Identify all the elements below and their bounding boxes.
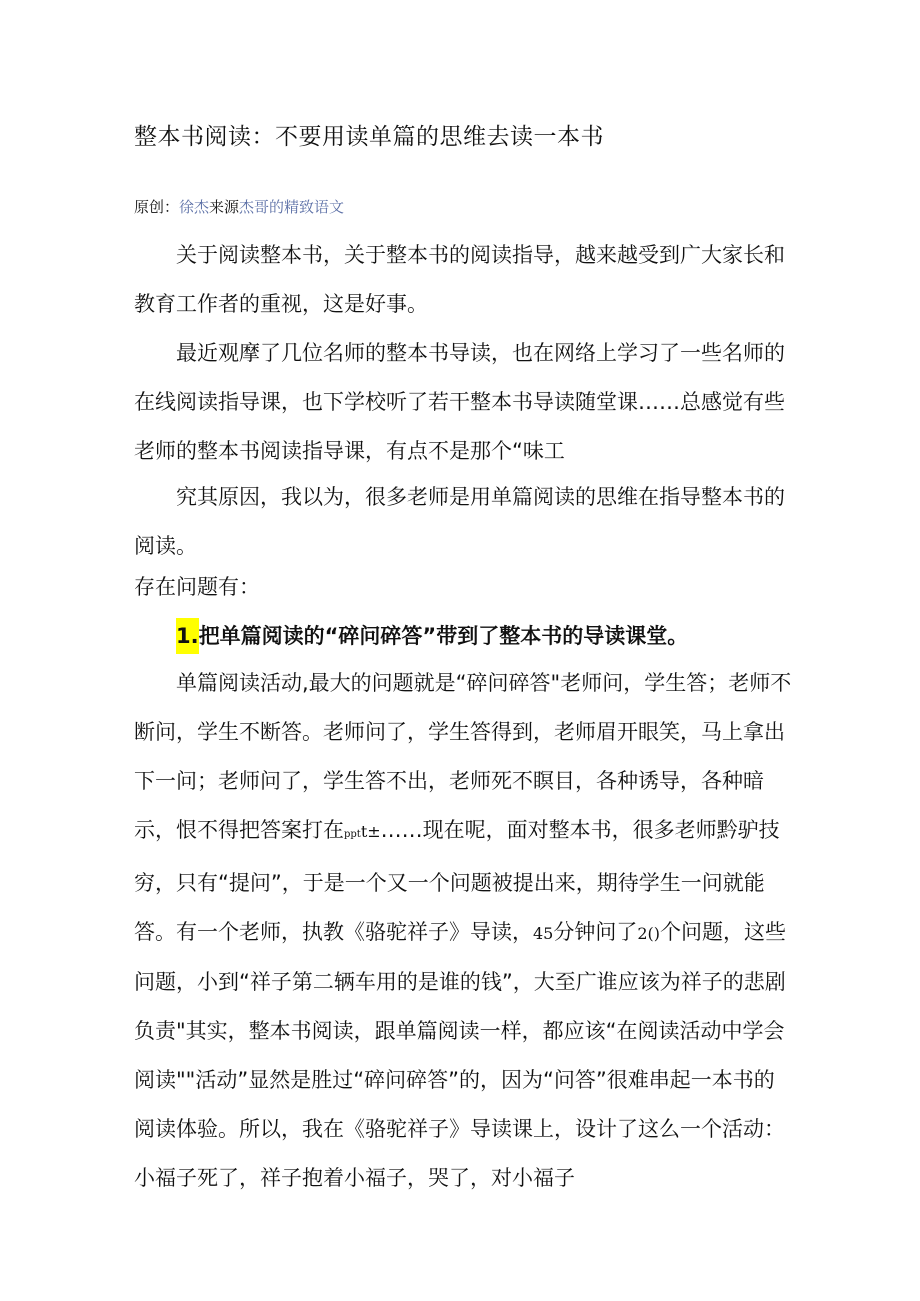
body-text-3: 分钟问了: [553, 920, 638, 944]
heading-text: 把单篇阅读的“碎问碎答”带到了整本书的导读课堂。: [198, 624, 689, 648]
garbled-text: t±: [360, 822, 381, 841]
article-title: 整本书阅读：不要用读单篇的思维去读一本书: [134, 124, 604, 150]
minutes-number: 45: [533, 924, 554, 943]
paragraph-2: 最近观摩了几位名师的整本书导读，也在网络上学习了一些名师的在线阅读指导课，也下学校听了若干整本书导读随堂课……总感觉有些老师的整本书阅读指导课，有点不是那个“味工: [134, 341, 785, 463]
issues-label: 存在问题有：: [134, 575, 260, 599]
source-link[interactable]: 杰哥的精致语文: [239, 198, 345, 216]
paragraph-3: 究其原因，我以为，很多老师是用单篇阅读的思维在指导整本书的阅读。: [134, 485, 785, 558]
ppt-text: ppt: [344, 829, 361, 840]
body-text-1: 单篇阅读活动,最大的问题就是“碎问碎答"老师问，学生答；老师不断问，学生不断答。老师问了，学生答得到，老师眉开眼笑，马上拿出下一问；老师问了，学生答不出，老师死不瞑目，各种诱导，各种暗示，恨不得把答案打在: [134, 671, 792, 842]
byline: [134, 196, 344, 217]
section-heading: [176, 612, 688, 661]
heading-number: 1.: [176, 618, 199, 654]
byline-prefix: 原创：: [134, 198, 180, 216]
author-link[interactable]: 徐杰: [179, 198, 210, 216]
body-text-4: 个问题，这些问题，小到“祥子第二辆车用的是谁的钱”，大至广谁应该为祥子的悲剧负责"其实，整本书阅读，跟单篇阅读一样，都应该“在阅读活动中学会阅读""活动”显然是胜过“碎问碎答”的，因为“问答”很难串起一本书的阅读体验。所以，我在《骆驼祥子》导读课上，设计了这么一个活动：小福子死了，祥子抱着小福子，哭了，对小福子: [134, 920, 787, 1190]
question-count: 2(): [637, 924, 661, 943]
paragraph-1: 关于阅读整本书，关于整本书的阅读指导，越来越受到广大家长和教育工作者的重视，这是好事。: [134, 243, 785, 316]
body-text-2: ……现在呢，面对整本书，很多老师黔驴技穷，只有“提问”，于是一个又一个问题被提出来，期待学生一问就能答。有一个老师，执教《骆驼祥子》导读，: [134, 818, 780, 944]
body-paragraph: [134, 659, 794, 1203]
source-label: 来源: [209, 198, 240, 216]
